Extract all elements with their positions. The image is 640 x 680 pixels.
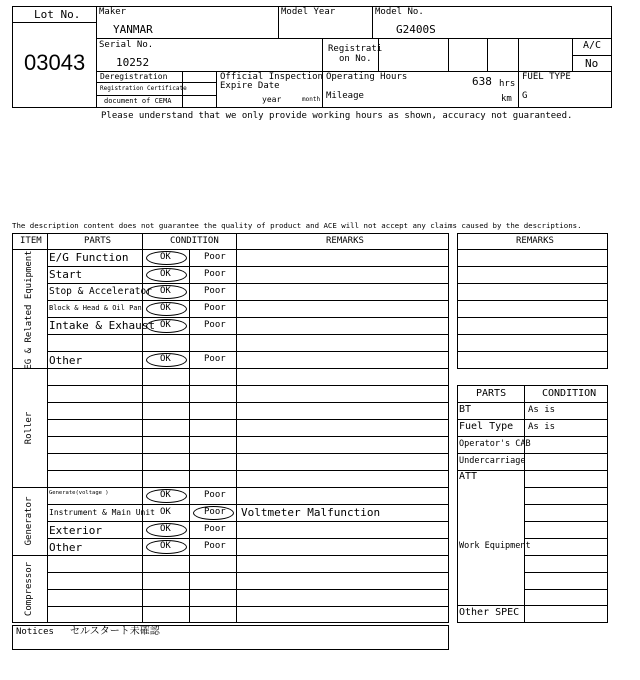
section-label-compressor: Compressor <box>24 561 34 617</box>
deregistration-label: Deregistration <box>100 72 168 81</box>
model-no-label: Model No. <box>375 7 424 17</box>
ok-mark: OK <box>160 252 171 262</box>
item-header: ITEM <box>20 236 42 246</box>
part-exterior: Exterior <box>49 524 102 537</box>
hours-disclaimer: Please understand that we only provide working hours as shown, accuracy not guaranteed. <box>101 111 573 121</box>
divider <box>457 249 608 250</box>
divider <box>12 555 449 556</box>
notices-label: Notices <box>16 627 54 637</box>
model-no-value: G2400S <box>396 23 436 36</box>
section-label-generator: Generator <box>24 496 34 546</box>
ac-value: No <box>585 57 599 70</box>
divider <box>524 538 608 539</box>
part-other: Other <box>49 354 83 367</box>
divider <box>47 589 449 590</box>
lot-number: 03043 <box>24 50 86 75</box>
divider <box>457 300 608 301</box>
divider <box>47 317 449 318</box>
divider <box>457 419 608 420</box>
divider <box>457 605 608 606</box>
divider <box>12 487 449 488</box>
divider <box>524 504 608 505</box>
part-operator-cab: Operator's CAB <box>459 439 531 449</box>
year-label: year <box>262 95 282 104</box>
divider <box>96 82 216 83</box>
poor-mark: Poor <box>204 541 226 551</box>
registration-certificate-label: Registration Certificate <box>100 85 187 92</box>
notices-value: セルスタート未確認 <box>70 626 160 637</box>
divider <box>47 351 449 352</box>
divider <box>96 38 612 39</box>
divider <box>524 521 608 522</box>
part-other: Other <box>49 541 83 554</box>
divider <box>47 419 449 420</box>
cema-document-label: document of CEMA <box>104 97 172 105</box>
remarks-header: REMARKS <box>326 236 364 246</box>
condition-header: CONDITION <box>170 236 219 246</box>
divider <box>572 38 573 71</box>
serial-value: 10252 <box>116 56 150 69</box>
poor-mark: Poor <box>204 507 226 517</box>
part-eg-function: E/G Function <box>49 251 129 264</box>
divider <box>12 368 449 369</box>
ok-mark: OK <box>160 541 171 551</box>
part-block-head-oilpan: Block & Head & Oil Pan <box>49 304 142 312</box>
part-att: ATT <box>459 471 478 482</box>
divider <box>524 589 608 590</box>
condition-bt: As is <box>528 405 556 415</box>
divider <box>47 470 449 471</box>
divider <box>457 317 608 318</box>
divider <box>457 470 608 471</box>
divider <box>12 249 449 250</box>
poor-mark: Poor <box>204 269 226 279</box>
part-generate-voltage: Generate(voltage ) <box>49 490 109 496</box>
divider <box>457 453 608 454</box>
serial-label: Serial No. <box>99 40 154 50</box>
poor-mark: Poor <box>204 490 226 500</box>
part-undercarriage: Undercarriage <box>459 456 526 466</box>
ok-mark: OK <box>160 490 171 500</box>
registration-label: Registrati <box>328 44 383 54</box>
side-remarks-header: REMARKS <box>516 236 554 246</box>
divider <box>47 402 449 403</box>
part-other-spec: Other SPEC <box>459 607 520 618</box>
divider <box>47 283 449 284</box>
condition-fuel-type: As is <box>528 422 556 432</box>
description-disclaimer: The description content does not guarantee the quality of product and ACE will not accept any claims caused by the descriptions. <box>12 221 582 230</box>
part-instrument-main-unit: Instrument & Main Unit <box>49 508 155 517</box>
divider <box>278 6 279 38</box>
divider <box>457 334 608 335</box>
divider <box>47 521 449 522</box>
maker-value: YANMAR <box>113 23 153 36</box>
parts-header: PARTS <box>84 236 112 246</box>
hrs-unit: hrs <box>499 79 516 89</box>
parts-header: PARTS <box>476 388 507 399</box>
poor-mark: Poor <box>204 303 226 313</box>
part-fuel-type: Fuel Type <box>459 421 514 432</box>
poor-mark: Poor <box>204 354 226 364</box>
remark-voltmeter: Voltmeter Malfunction <box>241 506 381 519</box>
divider <box>457 266 608 267</box>
part-bt: BT <box>459 404 472 415</box>
ok-mark: OK <box>160 286 171 296</box>
divider <box>47 300 449 301</box>
inspection-label: Expire Date <box>220 81 280 91</box>
section-label-roller: Roller <box>24 411 34 445</box>
poor-mark: Poor <box>204 320 226 330</box>
divider <box>47 504 449 505</box>
poor-mark: Poor <box>204 252 226 262</box>
divider <box>47 334 449 335</box>
condition-header: CONDITION <box>542 388 597 399</box>
divider <box>457 351 608 352</box>
operating-hours-value: 638 <box>472 75 492 88</box>
fuel-type-label: FUEL TYPE <box>522 72 571 82</box>
divider <box>47 606 449 607</box>
ac-label: A/C <box>583 40 602 51</box>
divider <box>487 38 488 71</box>
operating-hours-label: Operating Hours <box>326 72 408 82</box>
divider <box>524 572 608 573</box>
model-year-label: Model Year <box>281 7 336 17</box>
divider <box>216 71 217 108</box>
divider <box>457 283 608 284</box>
divider <box>47 572 449 573</box>
part-start: Start <box>49 268 83 281</box>
divider <box>572 55 612 56</box>
ok-mark: OK <box>160 269 171 279</box>
ok-mark: OK <box>160 320 171 330</box>
divider <box>12 22 96 23</box>
divider <box>47 538 449 539</box>
ok-mark: OK <box>160 354 171 364</box>
part-stop-accelerator: Stop & Accelerator <box>49 286 152 297</box>
poor-mark: Poor <box>204 286 226 296</box>
divider <box>236 233 237 623</box>
divider <box>524 555 608 556</box>
ok-mark: OK <box>160 524 171 534</box>
divider <box>47 385 449 386</box>
part-work-equipment: Work Equipment <box>459 541 531 551</box>
month-label: month <box>302 96 321 103</box>
maker-label: Maker <box>99 7 127 17</box>
section-label-eg: EG & Related Equipment <box>24 250 34 370</box>
divider <box>47 233 48 623</box>
fuel-type-value: G <box>522 91 528 101</box>
divider <box>47 453 449 454</box>
divider <box>378 38 379 71</box>
divider <box>457 436 608 437</box>
part-intake-exhaust: Intake & Exhaust <box>49 319 155 332</box>
divider <box>518 38 519 108</box>
divider <box>47 266 449 267</box>
registration-label: on No. <box>339 54 372 64</box>
divider <box>47 436 449 437</box>
ok-mark: OK <box>160 303 171 313</box>
km-unit: km <box>501 94 512 104</box>
divider <box>457 402 608 403</box>
inspection-label: Official Inspection <box>220 72 323 82</box>
poor-mark: Poor <box>204 524 226 534</box>
mileage-label: Mileage <box>326 91 364 101</box>
ok-mark: OK <box>160 507 171 517</box>
divider <box>96 6 97 108</box>
side-remarks-frame <box>457 233 608 369</box>
divider <box>448 38 449 71</box>
lot-label: Lot No. <box>34 8 81 21</box>
divider <box>524 487 608 488</box>
divider <box>96 95 216 96</box>
divider <box>372 6 373 38</box>
